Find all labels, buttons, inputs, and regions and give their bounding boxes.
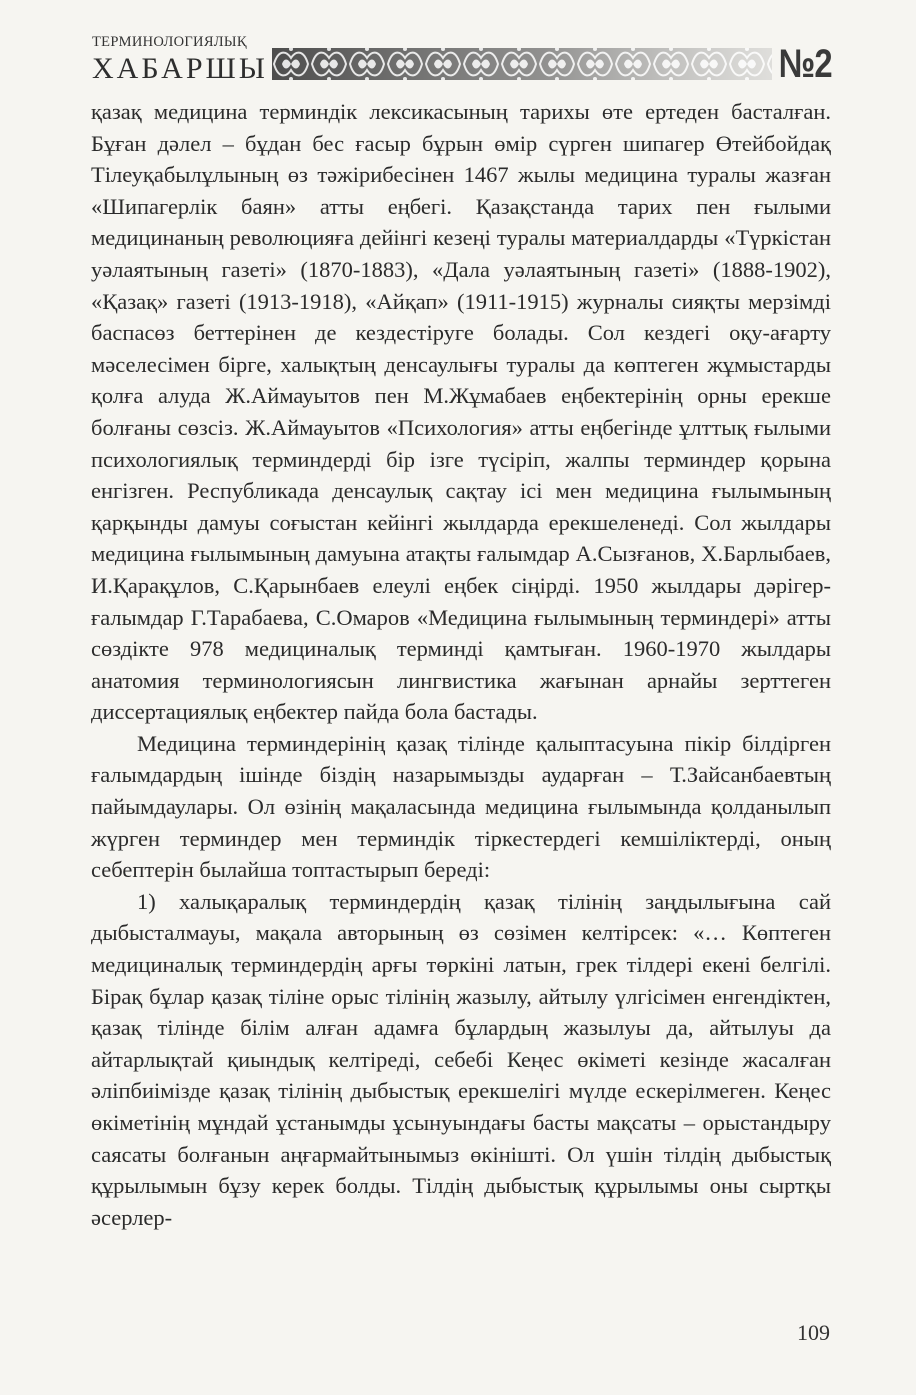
running-header (92, 30, 832, 90)
journal-title-small: ТЕРМИНОЛОГИЯЛЫҚ (92, 34, 247, 50)
issue-number: №2 (778, 42, 832, 86)
paragraph: 1) халықаралық терминдердің қазақ тілінің заңдылығына сай дыбысталмауы, мақала авторының өз сөзімен келтірсек: «… Көптеген медициналық терминдердің арғы төркіні латын, грек тілдері екені белгілі. Бірақ бұлар қазақ тіліне орыс тілінің жазылу, айтылу үлгісімен енгендіктен, қазақ тілінде білім алған адамға бұлардың жазылуы да, айтылуы да айтарлықтай қиындық келтіреді, себебі Кеңес өкіметі кезінде жасалған әліпбиімізде қазақ тілінің дыбыстық ерекшелігі мүлде ескерілмеген. Кеңес өкіметінің мұндай ұстанымды ұсынуындағы басты мақсаты – орыстандыру саясаты болғанын аңғармайтынымыз өкінішті. Ол үшін тілдің дыбыстық құрылымын бұзу керек болды. Тілдің дыбыстық құрылымы оны сыртқы әсерлер- (91, 888, 831, 1230)
journal-title-large: ХАБАРШЫ (92, 52, 268, 85)
paragraph: Медицина терминдерінің қазақ тілінде қалыптасуына пікір білдірген ғалымдардың ішінде біздің назарымызды аударған – Т.Зайсанбаевтың пайымдаулары. Ол өзінің мақаласында медицина ғылымында қолданылып жүрген терминдер мен терминдік тіркестердегі кемшіліктерді, оның себептерін былайша топтастырып береді: (91, 730, 831, 883)
kazakh-pattern-band-icon (272, 44, 772, 84)
article-body (91, 96, 831, 1233)
paragraph: қазақ медицина терминдік лексикасының тарихы өте ертеден басталған. Бұған дәлел – бұдан бес ғасыр бұрын өмір сүрген шипагер Өтейбойдақ Тілеуқабылұлының өз тәжірибесінен 1467 жылы медицина туралы жазған «Шипагерлік баян» атты еңбегі. Қазақстанда тарих пен ғылыми медицинаның революцияға дейінгі кезеңі туралы материалдарды «Түркістан уәлаятының газеті» (1870-1883), «Дала уәлаятының газеті» (1888-1902), «Қазақ» газеті (1913-1918), «Айқап» (1911-1915) журналы сияқты мерзімді баспасөз беттерінен де кездестіруге болады. Сол кездегі оқу-ағарту мәселесімен бірге, халықтың денсаулығы туралы да көптеген жұмыстарды қолға алуда Ж.Аймауытов пен М.Жұмабаев еңбектерінің орны ерекше болғаны сөзсіз. Ж.Аймауытов «Психология» атты еңбегінде ұлттық ғылыми психологиялық терминдерді бір ізге түсіріп, жалпы терминдер қорына енгізген. Республикада денсаулық сақтау ісі мен медицина ғылымының қарқынды дамуы соғыстан кейінгі жылдарда ерекшеленеді. Сол жылдары медицина ғылымының дамуына атақты ғалымдар А.Сызғанов, Х.Барлыбаев, И.Қарақұлов, С.Қарынбаев елеулі еңбек сіңірді. 1950 жылдары дәрігер-ғалымдар Г.Тарабаева, С.Омаров «Медицина ғылымының терминдері» атты сөздікте 978 медициналық терминді қамтыған. 1960-1970 жылдары анатомия терминологиясын лингвистика жағынан арнайы зерттеген диссертациялық еңбектер пайда бола бастады. (91, 99, 831, 725)
page-number: 109 (797, 1320, 830, 1345)
